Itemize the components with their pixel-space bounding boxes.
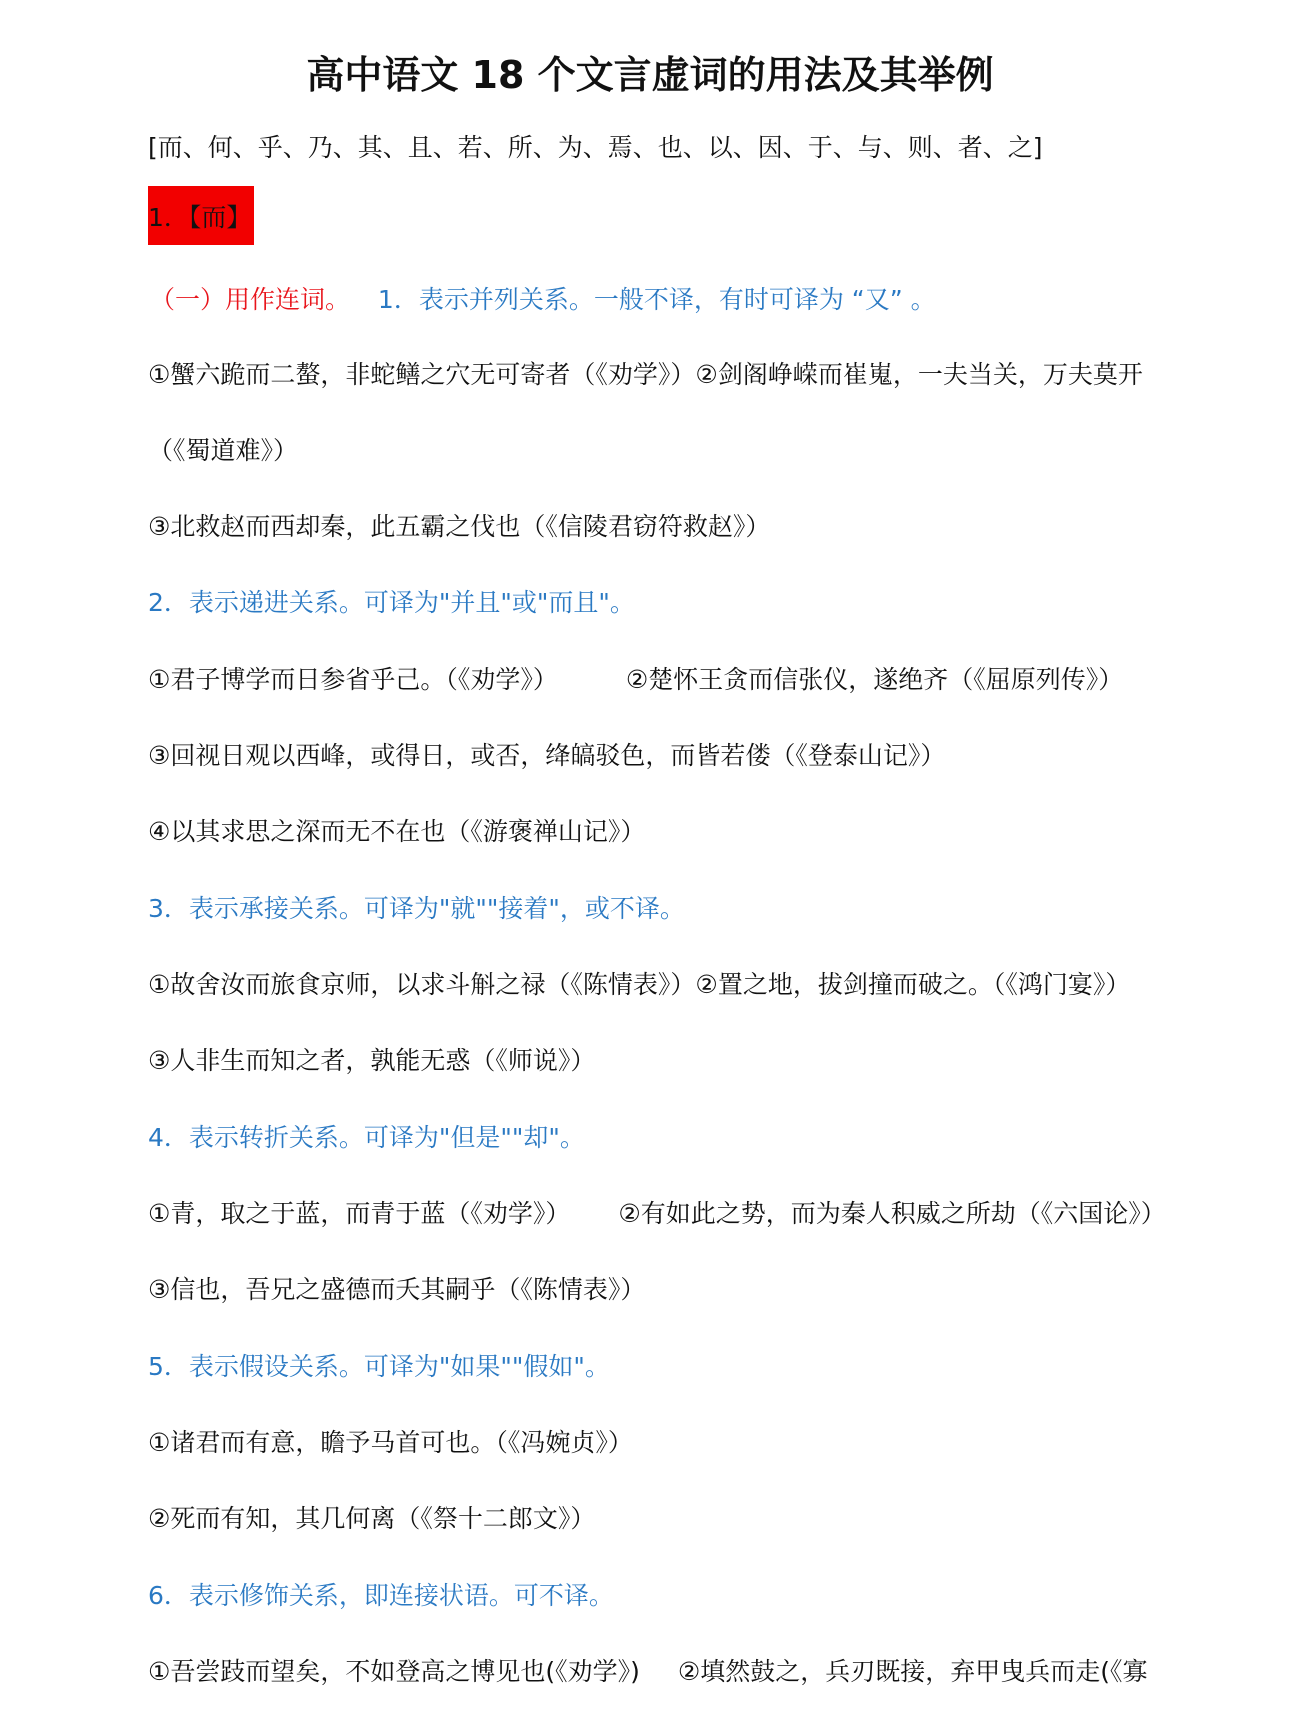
example-text: ②楚怀王贪而信张仪，遂绝齐（《屈原列传》） bbox=[625, 665, 1124, 694]
example-line bbox=[148, 1197, 1166, 1231]
word-list: [而、何、乎、乃、其、且、若、所、为、焉、也、以、因、于、与、则、者、之] bbox=[148, 133, 1043, 162]
example-line: ④以其求思之深而无不在也（《游褒禅山记》） bbox=[148, 817, 646, 846]
category-line bbox=[150, 283, 936, 317]
example-line: ③人非生而知之者，孰能无惑（《师说》） bbox=[148, 1046, 596, 1075]
category-item-1: 1．表示并列关系。一般不译，有时可译为 “又” 。 bbox=[377, 285, 936, 314]
example-line: ③北救赵而西却秦，此五霸之伐也（《信陵君窃符救赵》） bbox=[148, 512, 771, 541]
example-line: （《蜀道难》） bbox=[148, 436, 299, 465]
usage-heading-5: 5．表示假设关系。可译为"如果""假如"。 bbox=[148, 1352, 610, 1381]
section-heading-text: 1．【而】 bbox=[148, 202, 252, 232]
section-heading-badge bbox=[148, 186, 254, 245]
example-text: ②填然鼓之，兵刃既接，弃甲曳兵而走(《寡 bbox=[677, 1657, 1148, 1686]
example-line: ①故舍汝而旅食京师，以求斗斛之禄（《陈情表》）②置之地，拔剑撞而破之。（《鸿门宴》） bbox=[148, 970, 1131, 999]
example-text: ①君子博学而日参省乎己。（《劝学》） bbox=[148, 665, 558, 694]
usage-heading-2: 2．表示递进关系。可译为"并且"或"而且"。 bbox=[148, 588, 635, 617]
example-text: ①吾尝跂而望矣，不如登高之博见也(《劝学》) bbox=[148, 1657, 640, 1686]
example-line: ②死而有知，其几何离（《祭十二郎文》） bbox=[148, 1504, 596, 1533]
usage-heading-6: 6．表示修饰关系，即连接状语。可不译。 bbox=[148, 1581, 614, 1610]
example-line bbox=[148, 663, 1123, 697]
category-label: （一）用作连词。 bbox=[150, 285, 351, 314]
example-line: ①蟹六跪而二螯，非蛇鳝之穴无可寄者（《劝学》）②剑阁峥嵘而崔嵬，一夫当关，万夫莫开 bbox=[148, 360, 1143, 389]
example-line: ①诸君而有意，瞻予马首可也。（《冯婉贞》） bbox=[148, 1428, 633, 1457]
example-text: ②有如此之势，而为秦人积威之所劫（《六国论》） bbox=[618, 1199, 1166, 1228]
usage-heading-4: 4．表示转折关系。可译为"但是""却"。 bbox=[148, 1123, 585, 1152]
example-line: ③回视日观以西峰，或得日，或否，绛皜驳色，而皆若偻（《登泰山记》） bbox=[148, 741, 946, 770]
example-line bbox=[148, 1655, 1148, 1689]
example-text: ①青，取之于蓝，而青于蓝（《劝学》） bbox=[148, 1199, 571, 1228]
example-line: ③信也，吾兄之盛德而夭其嗣乎（《陈情表》） bbox=[148, 1275, 646, 1304]
usage-heading-3: 3．表示承接关系。可译为"就""接着"，或不译。 bbox=[148, 894, 685, 923]
page-title: 高中语文 18 个文言虚词的用法及其举例 bbox=[306, 53, 994, 97]
